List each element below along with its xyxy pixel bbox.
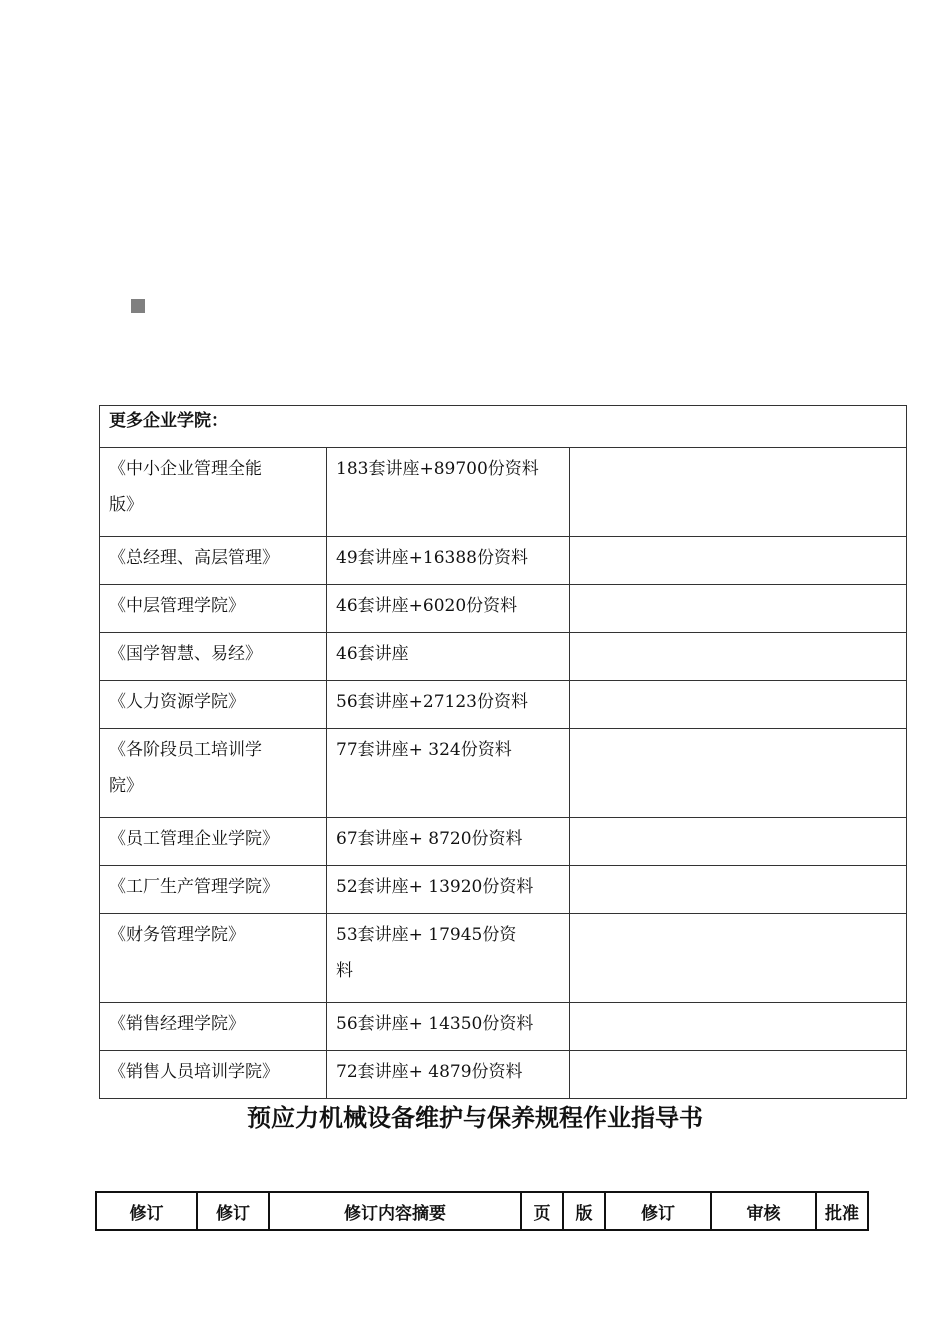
empty-cell (570, 914, 907, 1003)
revision-header-cell: 批准 (816, 1192, 868, 1230)
course-detail-cell (327, 448, 570, 537)
course-detail-cell (327, 633, 570, 681)
course-name-line: 《中层管理学院》 (109, 596, 245, 616)
course-detail-cell (327, 681, 570, 729)
table-row (100, 537, 907, 585)
table-row (100, 681, 907, 729)
course-name-cell (100, 1051, 327, 1099)
revision-header-row (96, 1192, 868, 1230)
revision-header-cell: 审核 (711, 1192, 816, 1230)
revision-header-cell: 修订 (605, 1192, 711, 1230)
document-title: 预应力机械设备维护与保养规程作业指导书 (247, 1103, 703, 1132)
table-row (100, 448, 907, 537)
course-detail-cell (327, 818, 570, 866)
course-name-line: 《国学智慧、易经》 (109, 644, 262, 664)
empty-cell (570, 681, 907, 729)
table-row (100, 585, 907, 633)
table-row (100, 633, 907, 681)
course-detail-cell (327, 1051, 570, 1099)
revision-history-table (95, 1191, 869, 1231)
empty-cell (570, 537, 907, 585)
empty-cell (570, 1051, 907, 1099)
course-name-line: 《中小企业管理全能 (109, 459, 262, 479)
course-detail-line: 72套讲座+ 4879份资料 (336, 1062, 523, 1082)
course-detail-line: 56套讲座+ 14350份资料 (336, 1014, 534, 1034)
course-detail-line: 77套讲座+ 324份资料 (336, 740, 512, 760)
course-detail-line: 49套讲座+16388份资料 (336, 548, 528, 568)
course-name-line: 《销售经理学院》 (109, 1014, 245, 1034)
course-detail-line: 52套讲座+ 13920份资料 (336, 877, 534, 897)
course-detail-cell (327, 914, 570, 1003)
empty-cell (570, 729, 907, 818)
course-name-cell (100, 585, 327, 633)
course-name-cell (100, 448, 327, 537)
revision-header-cell: 修订内容摘要 (269, 1192, 521, 1230)
empty-cell (570, 866, 907, 914)
course-detail-cell (327, 537, 570, 585)
course-detail-line: 183套讲座+89700份资料 (336, 459, 539, 479)
course-detail-line: 料 (336, 961, 353, 981)
course-detail-line: 46套讲座+6020份资料 (336, 596, 518, 616)
course-detail-cell (327, 1003, 570, 1051)
course-name-cell (100, 866, 327, 914)
revision-header-cell: 修订 (197, 1192, 269, 1230)
table-header-cell: 更多企业学院： (100, 406, 907, 448)
course-name-cell (100, 729, 327, 818)
course-name-line: 《员工管理企业学院》 (109, 829, 279, 849)
empty-cell (570, 818, 907, 866)
course-detail-line: 56套讲座+27123份资料 (336, 692, 528, 712)
table-row (100, 1003, 907, 1051)
gray-square-bullet-icon (131, 299, 145, 313)
course-detail-cell (327, 866, 570, 914)
course-name-cell (100, 1003, 327, 1051)
table-row (100, 866, 907, 914)
table-header-row (100, 406, 907, 448)
course-name-line: 院》 (109, 776, 143, 796)
course-name-cell (100, 537, 327, 585)
empty-cell (570, 585, 907, 633)
course-detail-cell (327, 585, 570, 633)
course-name-line: 《销售人员培训学院》 (109, 1062, 279, 1082)
course-name-cell (100, 818, 327, 866)
empty-cell (570, 1003, 907, 1051)
course-name-line: 《各阶段员工培训学 (109, 740, 262, 760)
more-academies-table (99, 405, 907, 1099)
table-row (100, 914, 907, 1003)
course-detail-line: 67套讲座+ 8720份资料 (336, 829, 523, 849)
course-name-line: 《总经理、高层管理》 (109, 548, 279, 568)
empty-cell (570, 448, 907, 537)
table-row (100, 1051, 907, 1099)
course-name-line: 《人力资源学院》 (109, 692, 245, 712)
course-name-cell (100, 681, 327, 729)
table-row (100, 729, 907, 818)
course-name-line: 《工厂生产管理学院》 (109, 877, 279, 897)
revision-header-cell: 页 (521, 1192, 563, 1230)
course-detail-cell (327, 729, 570, 818)
course-name-cell (100, 633, 327, 681)
empty-cell (570, 633, 907, 681)
course-detail-line: 53套讲座+ 17945份资 (336, 925, 517, 945)
table-row (100, 818, 907, 866)
revision-header-cell: 修订 (96, 1192, 197, 1230)
revision-header-cell: 版 (563, 1192, 605, 1230)
course-detail-line: 46套讲座 (336, 644, 409, 664)
course-name-cell (100, 914, 327, 1003)
course-name-line: 《财务管理学院》 (109, 925, 245, 945)
course-name-line: 版》 (109, 495, 143, 515)
